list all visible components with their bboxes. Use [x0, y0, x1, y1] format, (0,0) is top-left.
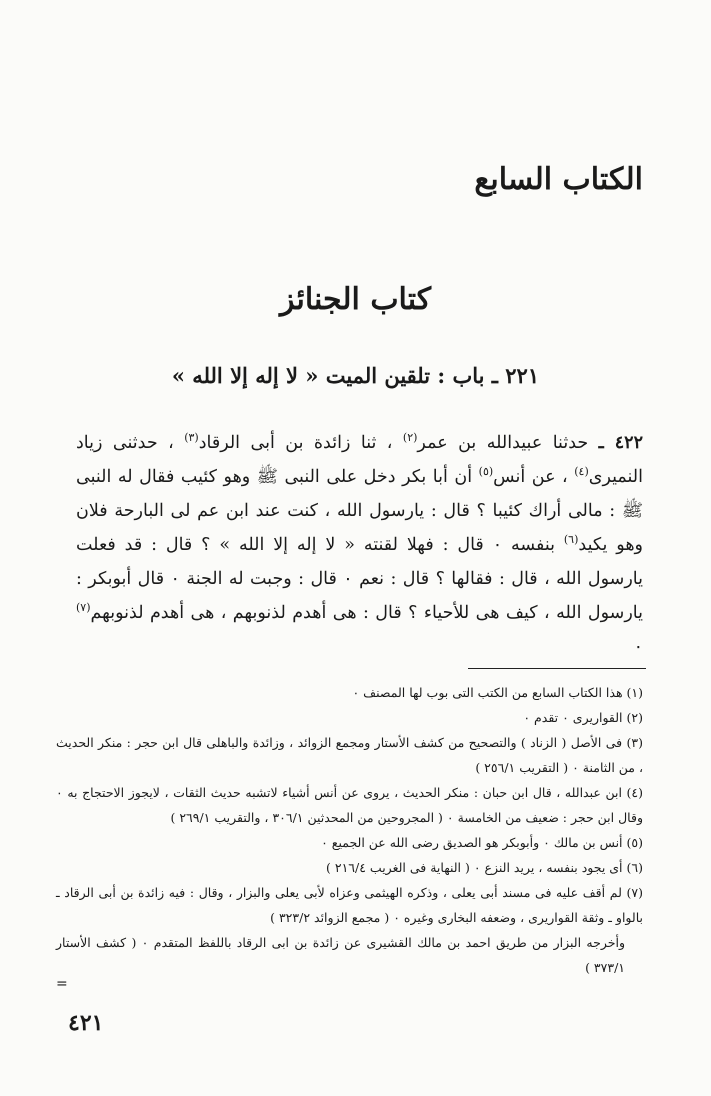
page-number: ٤٢١	[68, 1010, 104, 1036]
footnote-divider	[468, 668, 646, 669]
hadith-end: ٠	[633, 637, 643, 657]
footnote-ref-7: (٧)	[76, 601, 91, 615]
hadith-part-3: ، حدثنى زياد النميرى	[76, 433, 643, 487]
footnote-5: (٥) أنس بن مالك ٠ وأبوبكر هو الصديق رضى الله عن الجميع ٠	[321, 835, 643, 850]
footnote-7-continuation: وأخرجه البزار من طريق احمد بن مالك القشيرى عن زائدة بن ابى الرقاد باللفظ المتقدم ٠ ( كشف الأستار ٣٧٣/١ )	[56, 935, 625, 975]
section-heading: ٢٢١ ـ باب : تلقين الميت « لا إله إلا الله »	[171, 363, 540, 388]
hadith-part-5: أن أبا بكر دخل على النبى ﷺ وهو كئيب فقال له النبى ﷺ : مالى أراك كئيبا ؟ قال : يارسول الله ، كنت عند ابن عم لى البارحة فلان وهو يكيد	[76, 467, 643, 555]
footnote-6: (٦) أى يجود بنفسه ، يريد النزع ٠ ( النهاية فى الغريب ٢١٦/٤ )	[326, 860, 643, 875]
footnote-ref-6: (٦)	[563, 533, 579, 547]
footnote-4: (٤) ابن عبدالله ، قال ابن حبان : منكر الحديث ، يروى عن أنس أشياء لاتشبه حديث الثقات ، لايجوز الاحتجاج به ٠ وقال ابن حجر : ضعيف من الخامسة ٠ ( المجروحين من المحدثين ٣٠٦/١ ، والتقريب ٢٦٩/١ )	[56, 785, 643, 825]
footnote-1: (١) هذا الكتاب السابع من الكتب التى بوب لها المصنف ٠	[352, 685, 643, 700]
footnote-ref-3: (٣)	[184, 431, 199, 445]
footnotes-list	[56, 680, 643, 980]
hadith-part-4: ، عن أنس	[493, 467, 568, 487]
chapter-title: كتاب الجنائز	[279, 282, 432, 317]
hadith-number: ٤٢٢ ـ	[598, 433, 643, 453]
footnote-7: (٧) لم أقف عليه فى مسند أبى يعلى ، وذكره الهيثمى وعزاه لأبى يعلى والبزار ، وقال : فيه زائدة بن أبى الرقاد ـ بالواو ـ وثقة القواريرى ، وضعفه البخارى وغيره ٠ ( مجمع الزوائد ٣٢٣/٢ )	[56, 885, 643, 925]
footnote-ref-2: (٢)	[402, 431, 418, 445]
footnote-ref-4: (٤)	[574, 465, 589, 479]
margin-mark: =	[56, 976, 68, 992]
footnote-ref-5: (٥)	[478, 465, 494, 479]
hadith-part-2: ، ثنا زائدة بن أبى الرقاد	[198, 433, 393, 453]
footnote-2: (٢) القواريرى ٠ تقدم ٠	[523, 710, 643, 725]
footnote-3: (٣) فى الأصل ( الزناد ) والتصحيح من كشف الأستار ومجمع الزوائد ، وزائدة والباهلى قال ابن حجر : منكر الحديث ، من الثامنة ٠ ( التقريب ٢٥٦/١ )	[56, 735, 643, 775]
hadith-part-1: حدثنا عبيدالله بن عمر	[417, 433, 589, 453]
hadith-text	[76, 426, 643, 664]
book-title: الكتاب السابع	[474, 162, 643, 197]
hadith-part-6: بنفسه ٠ قال : فهلا لقنته « لا إله إلا الله » ؟ قال : قد فعلت يارسول الله ، قال : فقالها ؟ قال : نعم ٠ قال : وجبت له الجنة ٠ قال أبوبكر : يارسول الله ، كيف هى للأحياء ؟ قال : هى أهدم لذنوبهم ، هى أهدم لذنوبهم	[76, 535, 643, 623]
